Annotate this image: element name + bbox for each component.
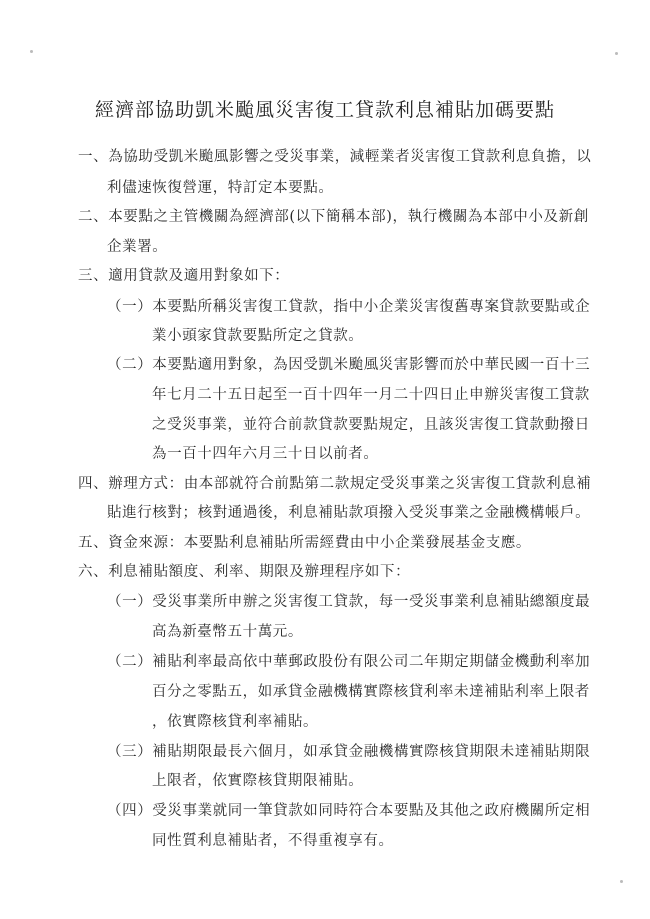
clause-6-item-2-line-1: （二）補貼利率最高依中華郵政股份有限公司二年期定期儲金機動利率加 (107, 654, 591, 670)
clause-2-line-2: 企業署。 (107, 239, 168, 255)
clause-3-item-1-line-1: （一）本要點所稱災害復工貸款，指中小企業災害復舊專案貸款要點或企 (107, 299, 591, 315)
clause-3-item-2-line-1: （二）本要點適用對象，為因受凱米颱風災害影響而於中華民國一百十三 (107, 357, 591, 373)
clause-3-item-2-line-3: 之受災事業，並符合前款貸款要點規定，且該災害復工貸款動撥日 (152, 417, 590, 433)
clause-6-item-4-line-2: 同性質利息補貼者，不得重複享有。 (152, 833, 394, 849)
scan-speck (615, 52, 618, 55)
clause-6-item-3-line-2: 上限者，依實際核貸期限補貼。 (152, 773, 364, 789)
clause-6-item-3-line-1: （三）補貼期限最長六個月，如承貸金融機構實際核貸期限未達補貼期限 (107, 744, 591, 760)
clause-6-item-1-line-1: （一）受災事業所申辦之災害復工貸款，每一受災事業利息補貼總額度最 (107, 594, 591, 610)
clause-3-item-2-line-4: 為一百十四年六月三十日以前者。 (152, 446, 379, 462)
clause-5-line-1: 五、資金來源：本要點利息補貼所需經費由中小企業發展基金支應。 (78, 535, 531, 551)
clause-4-line-2: 貼進行核對；核對通過後，利息補貼款項撥入受災事業之金融機構帳戶。 (107, 505, 591, 521)
clause-6-item-2-line-2: 百分之零點五，如承貸金融機構實際核貸利率未達補貼利率上限者 (152, 684, 590, 700)
document-title: 經濟部協助凱米颱風災害復工貸款利息補貼加碼要點 (94, 99, 555, 121)
clause-3-heading: 三、適用貸款及適用對象如下： (78, 268, 290, 284)
clause-3-item-1-line-2: 業小頭家貸款要點所定之貸款。 (152, 328, 364, 344)
clause-2-line-1: 二、本要點之主管機關為經濟部(以下簡稱本部)，執行機關為本部中小及新創 (78, 209, 589, 225)
scan-speck (30, 50, 33, 53)
clause-3-item-2-line-2: 年七月二十五日起至一百十四年一月二十四日止申辦災害復工貸款 (152, 387, 590, 403)
clause-6-item-1-line-2: 高為新臺幣五十萬元。 (152, 624, 303, 640)
clause-6-heading: 六、利息補貼額度、利率、期限及辦理程序如下： (78, 564, 411, 580)
clause-6-item-4-line-1: （四）受災事業就同一筆貸款如同時符合本要點及其他之政府機關所定相 (107, 803, 591, 819)
clause-6-item-2-line-3: ，依實際核貸利率補貼。 (152, 714, 319, 730)
clause-4-line-1: 四、辦理方式：由本部就符合前點第二款規定受災事業之災害復工貸款利息補 (78, 476, 592, 492)
scan-speck (620, 880, 623, 883)
clause-1-line-1: 一、為協助受凱米颱風影響之受災事業，減輕業者災害復工貸款利息負擔，以 (78, 149, 592, 165)
clause-1-line-2: 利儘速恢復營運，特訂定本要點。 (107, 180, 334, 196)
